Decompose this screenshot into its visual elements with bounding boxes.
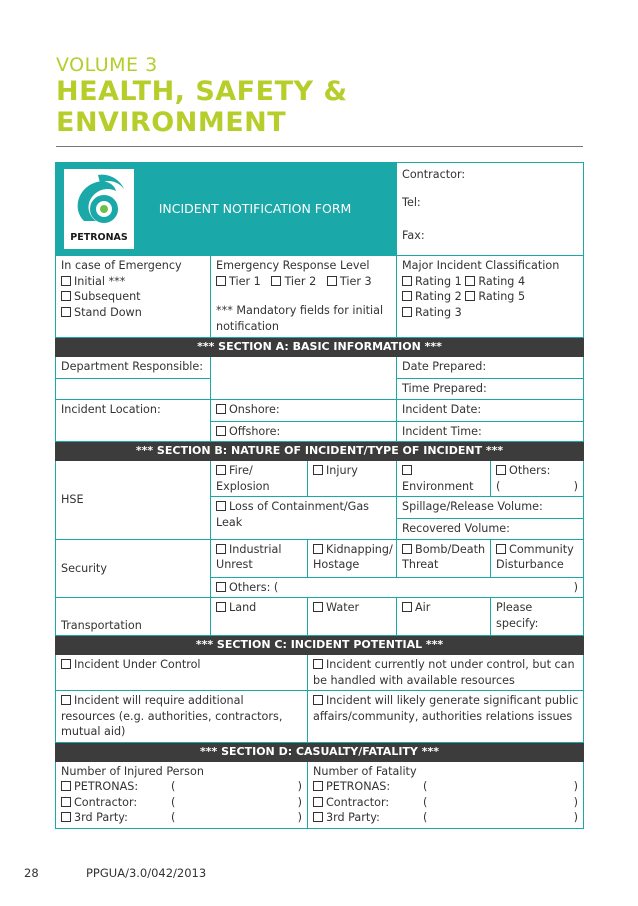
- water-option[interactable]: Water: [308, 598, 397, 636]
- tier-option[interactable]: Tier 3: [327, 275, 372, 288]
- checkbox[interactable]: [61, 291, 71, 301]
- environment-option[interactable]: Environment: [397, 461, 491, 497]
- fatality-heading: Number of Fatality: [313, 764, 417, 778]
- classification-cell: [397, 256, 584, 338]
- community-disturbance-option[interactable]: Community Disturbance: [491, 539, 584, 577]
- title-line-1: HEALTH, SAFETY &: [56, 76, 348, 107]
- others-option[interactable]: Others: ( ): [491, 461, 584, 497]
- fire-explosion-option[interactable]: Fire/ Explosion: [211, 461, 308, 497]
- incident-location-label: Incident Location:: [56, 399, 211, 442]
- fax-field[interactable]: Fax:: [402, 229, 425, 242]
- classification-heading: Major Incident Classification: [402, 259, 560, 272]
- bomb-threat-option[interactable]: Bomb/Death Threat: [397, 539, 491, 577]
- emergency-option[interactable]: Initial ***: [61, 274, 205, 290]
- rating-option[interactable]: Rating 2: [402, 290, 462, 303]
- mandatory-note-2: notification: [216, 319, 279, 333]
- checkbox[interactable]: [216, 404, 226, 414]
- emergency-option[interactable]: Subsequent: [61, 289, 205, 305]
- section-b-title: *** SECTION B: NATURE OF INCIDENT/TYPE OF INCIDENT ***: [56, 442, 584, 461]
- emergency-heading: In case of Emergency: [61, 259, 182, 272]
- injury-option[interactable]: Injury: [308, 461, 397, 497]
- section-a-title: *** SECTION A: BASIC INFORMATION ***: [56, 338, 584, 357]
- transportation-label: Transportation: [56, 598, 211, 636]
- document-code: PPGUA/3.0/042/2013: [86, 866, 207, 880]
- emergency-option[interactable]: Stand Down: [61, 305, 205, 321]
- incident-date-field[interactable]: Incident Date:: [397, 399, 584, 421]
- loss-of-containment-option[interactable]: Loss of Containment/Gas Leak: [211, 497, 397, 540]
- fatality-petronas[interactable]: PETRONAS: ( ): [313, 779, 578, 795]
- rating-option[interactable]: Rating 5: [465, 290, 525, 303]
- date-prepared-field[interactable]: Date Prepared:: [397, 357, 584, 379]
- tel-field[interactable]: Tel:: [402, 196, 421, 209]
- incident-time-field[interactable]: Incident Time:: [397, 421, 584, 442]
- fatality-contractor[interactable]: Contractor: ( ): [313, 795, 578, 811]
- fatality-3rd-party[interactable]: 3rd Party: ( ): [313, 810, 578, 826]
- volume-label: VOLUME 3: [56, 54, 158, 76]
- under-control-option[interactable]: Incident Under Control: [56, 655, 308, 691]
- checkbox[interactable]: [61, 276, 71, 286]
- injured-3rd-party[interactable]: 3rd Party: ( ): [61, 810, 302, 826]
- page-number: 28: [24, 866, 39, 880]
- form-header: [56, 163, 397, 256]
- mandatory-note-1: *** Mandatory fields for initial: [216, 304, 384, 317]
- not-under-control-option[interactable]: Incident currently not under control, but can be handled with available resources: [308, 655, 584, 691]
- contact-cell: [397, 163, 584, 256]
- kidnapping-option[interactable]: Kidnapping/ Hostage: [308, 539, 397, 577]
- injured-petronas[interactable]: PETRONAS: ( ): [61, 779, 302, 795]
- section-c-title: *** SECTION C: INCIDENT POTENTIAL ***: [56, 636, 584, 655]
- checkbox[interactable]: [61, 307, 71, 317]
- emergency-cell: [56, 256, 211, 338]
- department-label: Department Responsible:: [56, 357, 211, 379]
- spillage-volume-field[interactable]: Spillage/Release Volume:: [397, 497, 584, 519]
- land-option[interactable]: Land: [211, 598, 308, 636]
- rating-option[interactable]: Rating 1: [402, 275, 462, 288]
- contractor-field[interactable]: Contractor:: [402, 168, 466, 181]
- air-option[interactable]: Air: [397, 598, 491, 636]
- onshore-option[interactable]: Onshore:: [211, 399, 397, 421]
- time-prepared-field[interactable]: Time Prepared:: [397, 379, 584, 400]
- injured-contractor[interactable]: Contractor: ( ): [61, 795, 302, 811]
- petronas-logo: [64, 169, 134, 249]
- public-affairs-option[interactable]: Incident will likely generate significant public affairs/community, authorities relations issues: [308, 691, 584, 743]
- tier-options: [216, 274, 391, 290]
- section-d-title: *** SECTION D: CASUALTY/FATALITY ***: [56, 742, 584, 761]
- response-cell: [211, 256, 397, 338]
- offshore-option[interactable]: Offshore:: [211, 421, 397, 442]
- rating-option[interactable]: Rating 3: [402, 305, 578, 321]
- rating-option[interactable]: Rating 4: [465, 275, 525, 288]
- tier-option[interactable]: Tier 2: [271, 275, 316, 288]
- require-resources-option[interactable]: Incident will require additional resources (e.g. authorities, contractors, mutual aid): [56, 691, 308, 743]
- incident-notification-form: [55, 162, 584, 829]
- title-line-2: ENVIRONMENT: [56, 107, 287, 138]
- page-title: [56, 76, 348, 138]
- title-rule: [56, 146, 583, 147]
- hse-label: HSE: [56, 461, 211, 540]
- injured-cell: [56, 761, 308, 828]
- recovered-volume-field[interactable]: Recovered Volume:: [397, 519, 584, 540]
- response-heading: Emergency Response Level: [216, 259, 370, 272]
- tier-option[interactable]: Tier 1: [216, 275, 261, 288]
- form-title: INCIDENT NOTIFICATION FORM: [158, 201, 352, 217]
- injured-heading: Number of Injured Person: [61, 764, 204, 778]
- checkbox[interactable]: [216, 426, 226, 436]
- security-others-option[interactable]: Others: ( ): [211, 577, 584, 598]
- security-label: Security: [56, 539, 211, 598]
- fatality-cell: [308, 761, 584, 828]
- department-field[interactable]: [211, 357, 397, 400]
- industrial-unrest-option[interactable]: Industrial Unrest: [211, 539, 308, 577]
- petronas-logo-icon: [64, 169, 134, 231]
- please-specify-field[interactable]: Please specify:: [491, 598, 584, 636]
- logo-text: PETRONAS: [70, 231, 128, 243]
